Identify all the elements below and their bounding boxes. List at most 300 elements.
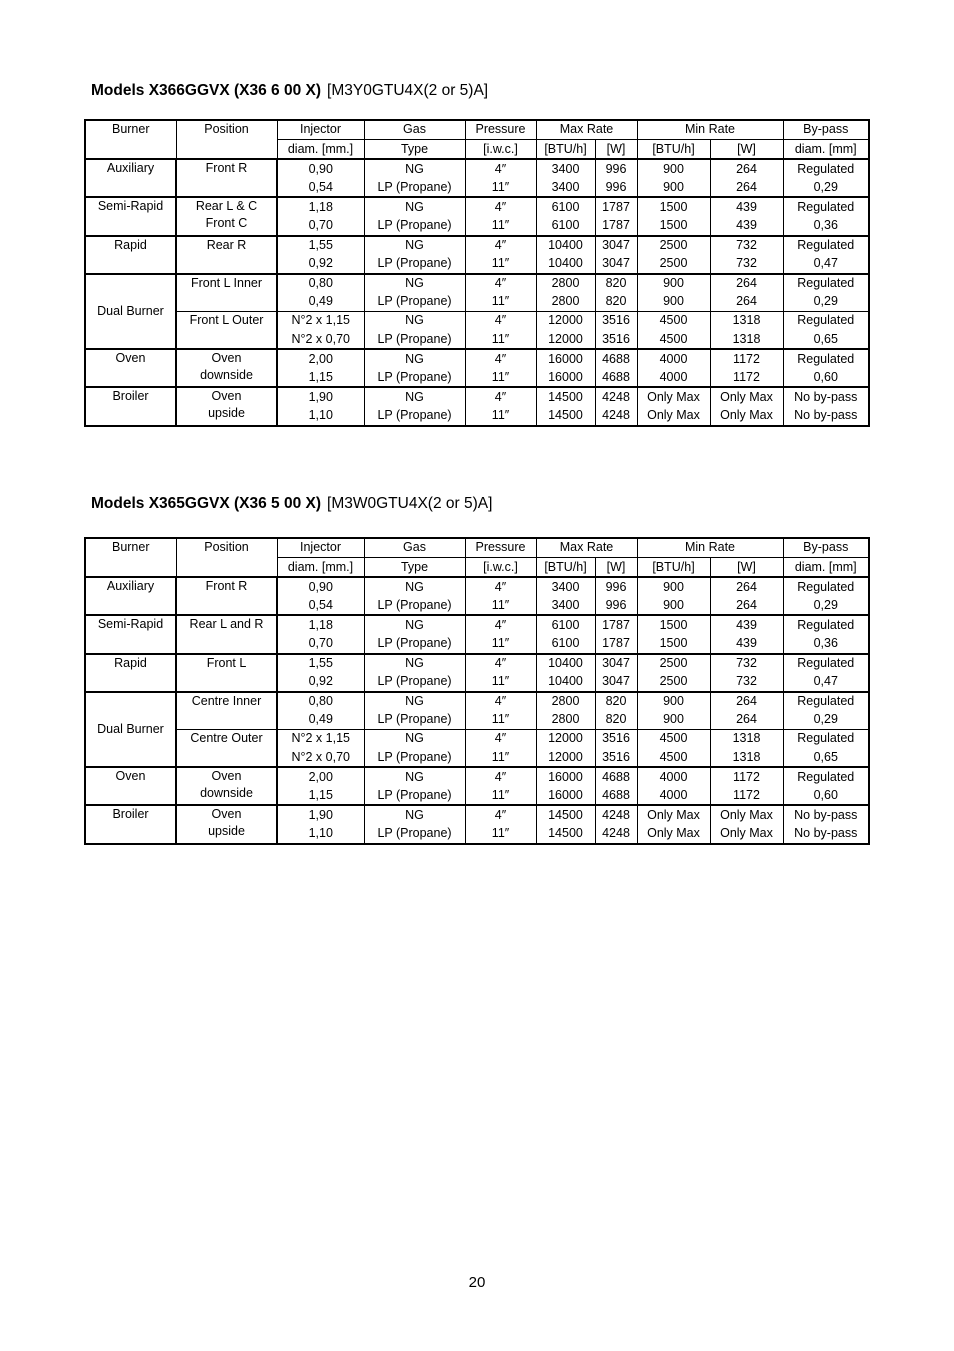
max-btu-cell: 2800 — [536, 711, 595, 730]
max-btu-cell: 6100 — [536, 634, 595, 653]
gas-type-cell: NG — [364, 349, 465, 368]
position-label: Centre Outer — [190, 730, 263, 745]
injector-diam-cell: 2,00 — [277, 767, 364, 786]
min-btu-cell: 900 — [637, 577, 710, 596]
header-gas: Gas — [364, 120, 465, 140]
pressure-cell: 4″ — [465, 387, 536, 406]
table-1-title-models: Models X366GGVX (X36 6 00 X) — [91, 82, 322, 99]
header-row — [85, 120, 869, 140]
header-injector: Injector — [277, 538, 364, 558]
max-btu-cell: 2800 — [536, 293, 595, 312]
pressure-cell: 11″ — [465, 824, 536, 843]
max-w-cell: 3047 — [595, 236, 637, 255]
burner-cell — [85, 387, 176, 425]
max-w-cell: 3516 — [595, 330, 637, 349]
max-btu-cell: 16000 — [536, 349, 595, 368]
by-pass-cell: No by-pass — [783, 805, 869, 824]
injector-diam-cell: N°2 x 1,15 — [277, 729, 364, 748]
max-w-cell: 996 — [595, 596, 637, 615]
injector-diam-cell: 1,15 — [277, 368, 364, 387]
position-label: upside — [208, 824, 245, 839]
max-w-cell: 4248 — [595, 387, 637, 406]
by-pass-cell: Regulated — [783, 767, 869, 786]
burner-label: Dual Burner — [97, 721, 164, 736]
header-pressure-unit: [i.w.c.] — [465, 558, 536, 578]
min-btu-cell: 900 — [637, 178, 710, 197]
position-label: downside — [200, 786, 253, 801]
gas-type-cell: NG — [364, 197, 465, 216]
max-w-cell: 996 — [595, 577, 637, 596]
max-w-cell: 4688 — [595, 349, 637, 368]
max-w-cell: 4248 — [595, 406, 637, 425]
table-row — [85, 805, 869, 824]
min-w-cell: Only Max — [710, 387, 783, 406]
max-btu-cell: 12000 — [536, 729, 595, 748]
burner-cell — [85, 159, 176, 197]
position-label: Centre Inner — [191, 693, 262, 708]
position-cell — [176, 692, 277, 730]
max-btu-cell: 16000 — [536, 767, 595, 786]
header-gas: Gas — [364, 538, 465, 558]
min-w-cell: 1318 — [710, 330, 783, 349]
header-gas-unit: Type — [364, 558, 465, 578]
pressure-cell: 4″ — [465, 692, 536, 711]
min-w-cell: 264 — [710, 159, 783, 178]
max-w-cell: 3047 — [595, 255, 637, 274]
min-btu-cell: 1500 — [637, 634, 710, 653]
burner-cell — [85, 615, 176, 653]
min-w-cell: 264 — [710, 274, 783, 293]
burner-label: Broiler — [112, 807, 149, 822]
table-row — [85, 654, 869, 673]
by-pass-cell: 0,29 — [783, 711, 869, 730]
header-pressure-unit: [i.w.c.] — [465, 140, 536, 160]
pressure-cell: 11″ — [465, 596, 536, 615]
gas-type-cell: NG — [364, 577, 465, 596]
min-btu-cell: 4500 — [637, 311, 710, 330]
min-btu-cell: 4000 — [637, 368, 710, 387]
max-btu-cell: 6100 — [536, 197, 595, 216]
gas-type-cell: LP (Propane) — [364, 406, 465, 425]
max-w-cell: 3047 — [595, 673, 637, 692]
burner-label: Semi-Rapid — [97, 199, 164, 214]
max-w-cell: 996 — [595, 159, 637, 178]
burner-label: Rapid — [114, 237, 147, 252]
by-pass-cell: No by-pass — [783, 406, 869, 425]
injector-diam-cell: 1,10 — [277, 824, 364, 843]
min-btu-cell: 900 — [637, 293, 710, 312]
max-btu-cell: 14500 — [536, 805, 595, 824]
header-max-w-unit: [W] — [595, 140, 637, 160]
min-w-cell: 264 — [710, 692, 783, 711]
position-cell — [176, 387, 277, 425]
min-w-cell: 1172 — [710, 767, 783, 786]
pressure-cell: 4″ — [465, 159, 536, 178]
injector-diam-cell: N°2 x 0,70 — [277, 330, 364, 349]
burner-cell — [85, 577, 176, 615]
position-label: Oven — [211, 807, 242, 822]
table-row — [85, 197, 869, 216]
injector-diam-cell: 0,90 — [277, 159, 364, 178]
max-w-cell: 820 — [595, 711, 637, 730]
header-max-btu-unit: [BTU/h] — [536, 140, 595, 160]
gas-type-cell: LP (Propane) — [364, 673, 465, 692]
by-pass-cell: Regulated — [783, 577, 869, 596]
by-pass-cell: 0,60 — [783, 786, 869, 805]
min-w-cell: 439 — [710, 216, 783, 235]
injector-diam-cell: 0,80 — [277, 274, 364, 293]
min-btu-cell: 4000 — [637, 767, 710, 786]
by-pass-cell: 0,60 — [783, 368, 869, 387]
position-label: Rear L and R — [189, 617, 264, 632]
table-row — [85, 615, 869, 634]
burner-cell — [85, 236, 176, 274]
header-injector-unit: diam. [mm.] — [277, 140, 364, 160]
header-bypass-unit: diam. [mm] — [783, 140, 869, 160]
by-pass-cell: 0,47 — [783, 673, 869, 692]
page-number: 20 — [468, 1274, 486, 1291]
max-w-cell: 820 — [595, 692, 637, 711]
pressure-cell: 11″ — [465, 673, 536, 692]
min-btu-cell: 4500 — [637, 330, 710, 349]
table-row — [85, 692, 869, 711]
min-w-cell: 1318 — [710, 311, 783, 330]
gas-type-cell: LP (Propane) — [364, 216, 465, 235]
max-w-cell: 3047 — [595, 654, 637, 673]
table-row — [85, 577, 869, 596]
position-cell — [176, 197, 277, 235]
gas-type-cell: NG — [364, 274, 465, 293]
gas-type-cell: LP (Propane) — [364, 330, 465, 349]
min-btu-cell: 900 — [637, 596, 710, 615]
by-pass-cell: 0,65 — [783, 748, 869, 767]
injector-diam-cell: 1,18 — [277, 615, 364, 634]
gas-type-cell: LP (Propane) — [364, 255, 465, 274]
injector-diam-cell: 1,18 — [277, 197, 364, 216]
max-btu-cell: 10400 — [536, 236, 595, 255]
injector-diam-cell: 2,00 — [277, 349, 364, 368]
min-btu-cell: 1500 — [637, 197, 710, 216]
injector-diam-cell: 0,49 — [277, 711, 364, 730]
by-pass-cell: Regulated — [783, 274, 869, 293]
max-btu-cell: 12000 — [536, 330, 595, 349]
by-pass-cell: 0,29 — [783, 178, 869, 197]
table-row — [85, 729, 869, 748]
table-row — [85, 767, 869, 786]
injector-diam-cell: 0,92 — [277, 255, 364, 274]
min-btu-cell: 1500 — [637, 216, 710, 235]
header-max-btu-unit: [BTU/h] — [536, 558, 595, 578]
min-w-cell: 264 — [710, 711, 783, 730]
max-btu-cell: 2800 — [536, 274, 595, 293]
min-w-cell: 439 — [710, 615, 783, 634]
injector-diam-cell: 0,49 — [277, 293, 364, 312]
header-min-btu-unit: [BTU/h] — [637, 558, 710, 578]
header-by-pass: By-pass — [783, 120, 869, 140]
table-row — [85, 311, 869, 330]
burner-cell — [85, 767, 176, 805]
position-label: Front L Outer — [189, 312, 264, 327]
table-row — [85, 274, 869, 293]
position-cell — [176, 349, 277, 387]
header-injector-unit: diam. [mm.] — [277, 558, 364, 578]
min-w-cell: 1172 — [710, 349, 783, 368]
position-label: downside — [200, 368, 253, 383]
position-cell — [176, 615, 277, 653]
max-btu-cell: 14500 — [536, 406, 595, 425]
header-min-rate: Min Rate — [637, 120, 783, 140]
header-max-rate: Max Rate — [536, 120, 637, 140]
max-w-cell: 4248 — [595, 824, 637, 843]
gas-type-cell: NG — [364, 692, 465, 711]
by-pass-cell: Regulated — [783, 692, 869, 711]
max-w-cell: 1787 — [595, 216, 637, 235]
min-btu-cell: 4500 — [637, 748, 710, 767]
burner-label: Auxiliary — [106, 579, 155, 594]
min-btu-cell: 900 — [637, 159, 710, 178]
injector-diam-cell: N°2 x 0,70 — [277, 748, 364, 767]
min-w-cell: 1172 — [710, 368, 783, 387]
max-btu-cell: 14500 — [536, 824, 595, 843]
min-btu-cell: 2500 — [637, 255, 710, 274]
position-cell — [176, 729, 277, 767]
gas-type-cell: NG — [364, 654, 465, 673]
position-label: Front L — [206, 655, 247, 670]
gas-type-cell: LP (Propane) — [364, 786, 465, 805]
pressure-cell: 11″ — [465, 748, 536, 767]
gas-type-cell: NG — [364, 767, 465, 786]
min-w-cell: 732 — [710, 654, 783, 673]
gas-type-cell: LP (Propane) — [364, 711, 465, 730]
max-btu-cell: 10400 — [536, 673, 595, 692]
injector-diam-cell: N°2 x 1,15 — [277, 311, 364, 330]
gas-type-cell: LP (Propane) — [364, 368, 465, 387]
header-pressure: Pressure — [465, 120, 536, 140]
burner-label: Broiler — [112, 389, 149, 404]
injector-diam-cell: 0,54 — [277, 178, 364, 197]
min-btu-cell: 2500 — [637, 236, 710, 255]
pressure-cell: 11″ — [465, 634, 536, 653]
max-btu-cell: 10400 — [536, 654, 595, 673]
max-btu-cell: 2800 — [536, 692, 595, 711]
min-w-cell: 264 — [710, 577, 783, 596]
header-burner: Burner — [85, 538, 176, 577]
pressure-cell: 4″ — [465, 577, 536, 596]
min-btu-cell: 2500 — [637, 673, 710, 692]
header-position: Position — [176, 538, 277, 577]
min-btu-cell: 4500 — [637, 729, 710, 748]
by-pass-cell: Regulated — [783, 349, 869, 368]
injector-diam-cell: 0,90 — [277, 577, 364, 596]
position-cell — [176, 159, 277, 197]
min-btu-cell: 4000 — [637, 349, 710, 368]
header-min-rate: Min Rate — [637, 538, 783, 558]
pressure-cell: 4″ — [465, 615, 536, 634]
injector-diam-cell: 0,92 — [277, 673, 364, 692]
position-cell — [176, 274, 277, 312]
injector-diam-cell: 1,15 — [277, 786, 364, 805]
max-w-cell: 4688 — [595, 786, 637, 805]
min-btu-cell: Only Max — [637, 387, 710, 406]
by-pass-cell: Regulated — [783, 311, 869, 330]
pressure-cell: 4″ — [465, 729, 536, 748]
min-w-cell: Only Max — [710, 824, 783, 843]
position-label: Front R — [205, 161, 248, 176]
gas-type-cell: NG — [364, 615, 465, 634]
by-pass-cell: Regulated — [783, 729, 869, 748]
burner-label: Oven — [115, 351, 146, 366]
table-row — [85, 236, 869, 255]
position-label: upside — [208, 406, 245, 421]
table-2-title-models: Models X365GGVX (X36 5 00 X) — [91, 495, 322, 512]
gas-type-cell: LP (Propane) — [364, 293, 465, 312]
by-pass-cell: 0,65 — [783, 330, 869, 349]
gas-type-cell: LP (Propane) — [364, 596, 465, 615]
min-w-cell: 264 — [710, 293, 783, 312]
table-1-title-code: [M3Y0GTU4X(2 or 5)A] — [327, 82, 489, 99]
header-max-rate: Max Rate — [536, 538, 637, 558]
max-btu-cell: 6100 — [536, 615, 595, 634]
injector-table-2 — [84, 537, 870, 845]
by-pass-cell: 0,36 — [783, 216, 869, 235]
injector-table-1 — [84, 119, 870, 427]
pressure-cell: 11″ — [465, 406, 536, 425]
position-cell — [176, 311, 277, 349]
by-pass-cell: 0,47 — [783, 255, 869, 274]
position-cell — [176, 767, 277, 805]
max-w-cell: 820 — [595, 293, 637, 312]
burner-cell — [85, 197, 176, 235]
position-label: Oven — [211, 351, 242, 366]
header-bypass-unit: diam. [mm] — [783, 558, 869, 578]
max-w-cell: 820 — [595, 274, 637, 293]
pressure-cell: 4″ — [465, 274, 536, 293]
header-gas-unit: Type — [364, 140, 465, 160]
by-pass-cell: No by-pass — [783, 824, 869, 843]
max-w-cell: 4248 — [595, 805, 637, 824]
min-w-cell: 1172 — [710, 786, 783, 805]
position-label: Oven — [211, 389, 242, 404]
position-label: Front C — [205, 216, 248, 231]
burner-cell — [85, 692, 176, 767]
injector-diam-cell: 1,90 — [277, 387, 364, 406]
injector-diam-cell: 0,80 — [277, 692, 364, 711]
injector-diam-cell: 1,90 — [277, 805, 364, 824]
max-w-cell: 1787 — [595, 615, 637, 634]
position-label: Front L Inner — [190, 275, 263, 290]
min-btu-cell: 900 — [637, 692, 710, 711]
gas-type-cell: LP (Propane) — [364, 824, 465, 843]
injector-diam-cell: 0,70 — [277, 634, 364, 653]
header-burner: Burner — [85, 120, 176, 159]
burner-label: Dual Burner — [97, 303, 164, 318]
injector-diam-cell: 1,10 — [277, 406, 364, 425]
injector-diam-cell: 0,54 — [277, 596, 364, 615]
burner-cell — [85, 805, 176, 843]
injector-diam-cell: 1,55 — [277, 654, 364, 673]
burner-label: Auxiliary — [106, 161, 155, 176]
max-btu-cell: 3400 — [536, 178, 595, 197]
min-w-cell: 732 — [710, 255, 783, 274]
burner-label: Semi-Rapid — [97, 617, 164, 632]
header-position: Position — [176, 120, 277, 159]
min-btu-cell: Only Max — [637, 805, 710, 824]
min-w-cell: 1318 — [710, 748, 783, 767]
gas-type-cell: NG — [364, 159, 465, 178]
max-btu-cell: 16000 — [536, 786, 595, 805]
table-2-title — [91, 495, 492, 513]
max-w-cell: 3516 — [595, 748, 637, 767]
min-btu-cell: 900 — [637, 274, 710, 293]
pressure-cell: 4″ — [465, 349, 536, 368]
min-w-cell: 439 — [710, 197, 783, 216]
by-pass-cell: Regulated — [783, 159, 869, 178]
pressure-cell: 4″ — [465, 805, 536, 824]
injector-diam-cell: 0,70 — [277, 216, 364, 235]
pressure-cell: 11″ — [465, 216, 536, 235]
burner-cell — [85, 274, 176, 349]
min-w-cell: 264 — [710, 596, 783, 615]
min-btu-cell: Only Max — [637, 824, 710, 843]
gas-type-cell: NG — [364, 387, 465, 406]
pressure-cell: 4″ — [465, 767, 536, 786]
max-w-cell: 4688 — [595, 368, 637, 387]
pressure-cell: 11″ — [465, 711, 536, 730]
table-row — [85, 349, 869, 368]
min-w-cell: Only Max — [710, 406, 783, 425]
injector-diam-cell: 1,55 — [277, 236, 364, 255]
gas-type-cell: NG — [364, 805, 465, 824]
min-w-cell: 732 — [710, 673, 783, 692]
burner-cell — [85, 654, 176, 692]
min-btu-cell: 1500 — [637, 615, 710, 634]
max-btu-cell: 3400 — [536, 596, 595, 615]
min-btu-cell: 900 — [637, 711, 710, 730]
gas-type-cell: LP (Propane) — [364, 178, 465, 197]
by-pass-cell: Regulated — [783, 197, 869, 216]
by-pass-cell: No by-pass — [783, 387, 869, 406]
by-pass-cell: Regulated — [783, 654, 869, 673]
table-2-title-code: [M3W0GTU4X(2 or 5)A] — [327, 495, 493, 512]
pressure-cell: 11″ — [465, 330, 536, 349]
min-btu-cell: 2500 — [637, 654, 710, 673]
header-min-btu-unit: [BTU/h] — [637, 140, 710, 160]
gas-type-cell: NG — [364, 236, 465, 255]
by-pass-cell: 0,29 — [783, 293, 869, 312]
min-w-cell: 732 — [710, 236, 783, 255]
header-max-w-unit: [W] — [595, 558, 637, 578]
gas-type-cell: LP (Propane) — [364, 748, 465, 767]
min-btu-cell: 4000 — [637, 786, 710, 805]
burner-label: Oven — [115, 769, 146, 784]
header-injector: Injector — [277, 120, 364, 140]
max-w-cell: 1787 — [595, 197, 637, 216]
pressure-cell: 4″ — [465, 654, 536, 673]
header-min-w-unit: [W] — [710, 558, 783, 578]
table-row — [85, 387, 869, 406]
min-w-cell: 264 — [710, 178, 783, 197]
min-w-cell: 439 — [710, 634, 783, 653]
pressure-cell: 4″ — [465, 236, 536, 255]
max-w-cell: 3516 — [595, 729, 637, 748]
pressure-cell: 11″ — [465, 368, 536, 387]
by-pass-cell: Regulated — [783, 615, 869, 634]
pressure-cell: 4″ — [465, 311, 536, 330]
position-label: Rear L & C — [195, 199, 258, 214]
max-w-cell: 4688 — [595, 767, 637, 786]
max-btu-cell: 10400 — [536, 255, 595, 274]
pressure-cell: 11″ — [465, 178, 536, 197]
